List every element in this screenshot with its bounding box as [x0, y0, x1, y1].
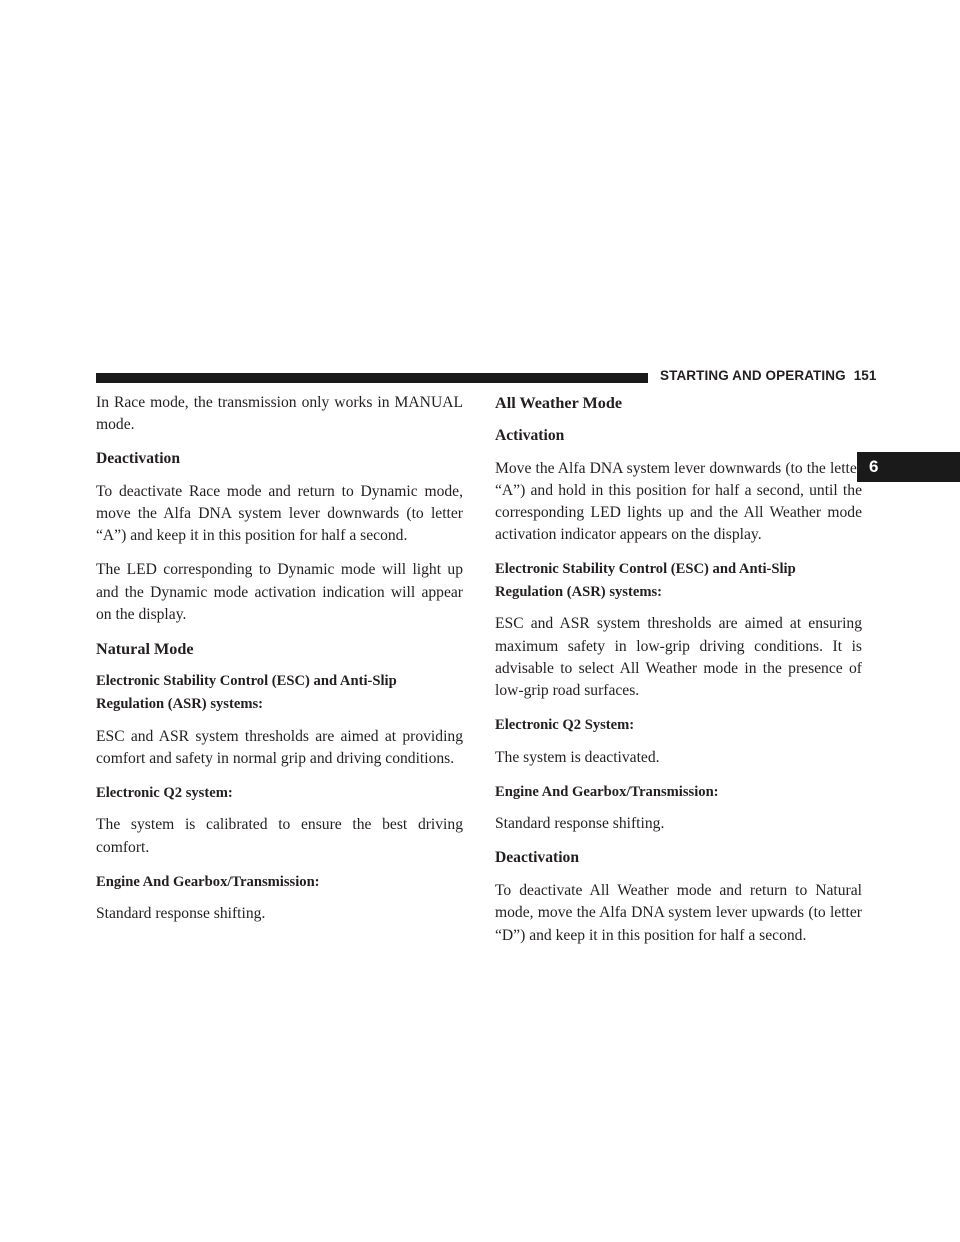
paragraph: To deactivate Race mode and return to Dynamic mode, move the Alfa DNA system lever downwards (to letter “A”) and keep it in this position for half a second.	[96, 482, 463, 545]
running-header	[660, 368, 877, 383]
right-column	[495, 392, 862, 958]
sub-heading: Electronic Q2 system:	[96, 784, 233, 801]
paragraph: Standard response shifting.	[96, 905, 266, 923]
section-heading-natural-mode: Natural Mode	[96, 639, 194, 658]
paragraph: To deactivate All Weather mode and return to Natural mode, move the Alfa DNA system lever upwards (to letter “D”) and keep it in this position for half a second.	[495, 882, 862, 944]
paragraph: Standard response shifting.	[495, 815, 665, 833]
sub-heading: Engine And Gearbox/Transmission:	[495, 783, 719, 800]
header-rule	[96, 373, 648, 383]
section-title: STARTING AND OPERATING	[660, 368, 846, 383]
page-number: 151	[853, 368, 877, 383]
left-column	[96, 392, 463, 937]
heading-deactivation: Deactivation	[96, 450, 181, 468]
paragraph: ESC and ASR system thresholds are aimed at ensuring maximum safety in low-grip driving conditions. It is advisable to select All Weather mode in the presence of low-grip road surfaces.	[495, 615, 862, 700]
paragraph: Move the Alfa DNA system lever downwards (to the letter “A”) and hold in this position for half a second, until the corresponding LED lights up and the All Weather mode activation indicator appears on the display.	[495, 459, 862, 544]
section-heading-all-weather-mode: All Weather Mode	[495, 394, 623, 412]
sub-heading: Electronic Q2 System:	[495, 717, 635, 734]
paragraph: The system is calibrated to ensure the best driving comfort.	[96, 816, 463, 856]
paragraph: The system is deactivated.	[495, 748, 660, 766]
chapter-tab: 6	[857, 452, 960, 482]
paragraph: ESC and ASR system thresholds are aimed at providing comfort and safety in normal grip and driving conditions.	[96, 727, 463, 767]
heading-deactivation: Deactivation	[495, 849, 580, 867]
paragraph: The LED corresponding to Dynamic mode will light up and the Dynamic mode activation indication will appear on the display.	[96, 561, 463, 623]
heading-activation: Activation	[495, 426, 565, 444]
paragraph: In Race mode, the transmission only works in MANUAL mode.	[96, 394, 463, 434]
sub-heading: Electronic Stability Control (ESC) and Anti-Slip Regulation (ASR) systems:	[495, 561, 796, 600]
sub-heading: Electronic Stability Control (ESC) and Anti-Slip Regulation (ASR) systems:	[96, 673, 397, 712]
sub-heading: Engine And Gearbox/Transmission:	[96, 873, 320, 890]
